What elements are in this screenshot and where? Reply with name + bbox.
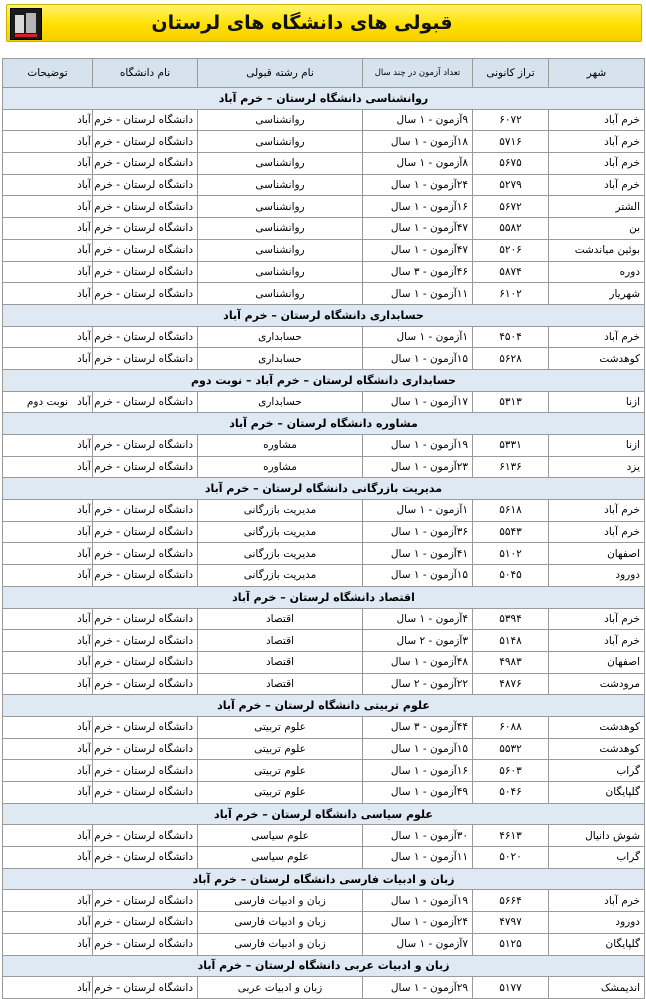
score-cell: ۵۶۰۳ (473, 760, 549, 782)
table-row (3, 153, 645, 175)
table-row (3, 565, 645, 587)
score-cell: ۴۷۹۷ (473, 912, 549, 934)
score-cell: ۶۰۷۲ (473, 109, 549, 131)
university-cell: دانشگاه لرستان - خرم آباد (93, 196, 198, 218)
major-cell: روانشناسی (198, 196, 363, 218)
city-cell: خرم آباد (549, 500, 645, 522)
exam-count-cell: ۱۵آزمون - ۱ سال (363, 738, 473, 760)
score-cell: ۵۷۱۶ (473, 131, 549, 153)
exam-count-cell: ۴۷آزمون - ۱ سال (363, 239, 473, 261)
exam-count-cell: ۸آزمون - ۱ سال (363, 153, 473, 175)
table-row (3, 196, 645, 218)
section-title: علوم سیاسی دانشگاه لرستان – خرم آباد (3, 803, 645, 825)
major-cell: علوم تربیتی (198, 760, 363, 782)
major-cell: اقتصاد (198, 608, 363, 630)
city-cell: گراب (549, 760, 645, 782)
exam-count-cell: ۱آزمون - ۱ سال (363, 326, 473, 348)
city-cell: خرم آباد (549, 521, 645, 543)
major-cell: حسابداری (198, 348, 363, 370)
major-cell: مدیریت بازرگانی (198, 543, 363, 565)
table-row (3, 456, 645, 478)
table-row (3, 760, 645, 782)
city-cell: کوهدشت (549, 348, 645, 370)
column-header-score: تراز کانونی (473, 59, 549, 88)
exam-count-cell: ۱۵آزمون - ۱ سال (363, 348, 473, 370)
section-header-row (3, 955, 645, 977)
score-cell: ۵۰۴۶ (473, 782, 549, 804)
city-cell: بن (549, 218, 645, 240)
section-header-row (3, 803, 645, 825)
city-cell: خرم آباد (549, 630, 645, 652)
university-cell: دانشگاه لرستان - خرم آباد (93, 153, 198, 175)
city-cell: خرم آباد (549, 131, 645, 153)
score-cell: ۵۶۲۸ (473, 348, 549, 370)
city-cell: خرم آباد (549, 109, 645, 131)
column-header-notes: توضیحات (3, 59, 93, 88)
score-cell: ۶۰۸۸ (473, 716, 549, 738)
exam-count-cell: ۲۳آزمون - ۱ سال (363, 456, 473, 478)
university-cell: دانشگاه لرستان - خرم آباد (93, 521, 198, 543)
city-cell: خرم آباد (549, 326, 645, 348)
table-row (3, 847, 645, 869)
exam-count-cell: ۱۶آزمون - ۱ سال (363, 760, 473, 782)
university-cell: دانشگاه لرستان - خرم آباد (93, 218, 198, 240)
university-cell: دانشگاه لرستان - خرم آباد (93, 500, 198, 522)
major-cell: زبان و ادبیات عربی (198, 977, 363, 999)
major-cell: زبان و ادبیات فارسی (198, 912, 363, 934)
site-logo (10, 8, 42, 40)
score-cell: ۵۱۲۵ (473, 933, 549, 955)
admissions-table (2, 58, 645, 999)
notes-cell: نوبت دوم (3, 391, 93, 413)
table-row (3, 261, 645, 283)
section-title: علوم تربیتی دانشگاه لرستان – خرم آباد (3, 695, 645, 717)
university-cell: دانشگاه لرستان - خرم آباد (93, 847, 198, 869)
score-cell: ۶۱۰۲ (473, 283, 549, 305)
exam-count-cell: ۱۹آزمون - ۱ سال (363, 890, 473, 912)
major-cell: روانشناسی (198, 109, 363, 131)
university-cell: دانشگاه لرستان - خرم آباد (93, 239, 198, 261)
city-cell: دورود (549, 912, 645, 934)
university-cell: دانشگاه لرستان - خرم آباد (93, 348, 198, 370)
table-row (3, 131, 645, 153)
city-cell: ازنا (549, 435, 645, 457)
exam-count-cell: ۲۴آزمون - ۱ سال (363, 174, 473, 196)
exam-count-cell: ۱۱آزمون - ۱ سال (363, 847, 473, 869)
exam-count-cell: ۱۱آزمون - ۱ سال (363, 283, 473, 305)
exam-count-cell: ۱آزمون - ۱ سال (363, 500, 473, 522)
score-cell: ۵۱۷۷ (473, 977, 549, 999)
university-cell: دانشگاه لرستان - خرم آباد (93, 391, 198, 413)
section-title: زبان و ادبیات عربی دانشگاه لرستان – خرم آباد (3, 955, 645, 977)
exam-count-cell: ۳۶آزمون - ۱ سال (363, 521, 473, 543)
table-row (3, 348, 645, 370)
score-cell: ۶۱۳۶ (473, 456, 549, 478)
exam-count-cell: ۴۸آزمون - ۱ سال (363, 651, 473, 673)
score-cell: ۵۸۷۴ (473, 261, 549, 283)
score-cell: ۴۵۰۴ (473, 326, 549, 348)
major-cell: مدیریت بازرگانی (198, 521, 363, 543)
university-cell: دانشگاه لرستان - خرم آباد (93, 608, 198, 630)
city-cell: خرم آباد (549, 890, 645, 912)
major-cell: علوم سیاسی (198, 847, 363, 869)
table-row (3, 391, 645, 413)
major-cell: حسابداری (198, 326, 363, 348)
table-row (3, 782, 645, 804)
score-cell: ۵۳۱۳ (473, 391, 549, 413)
major-cell: علوم تربیتی (198, 716, 363, 738)
table-row (3, 109, 645, 131)
table-header-row (3, 59, 645, 88)
university-cell: دانشگاه لرستان - خرم آباد (93, 673, 198, 695)
major-cell: علوم تربیتی (198, 782, 363, 804)
section-title: مشاوره دانشگاه لرستان – خرم آباد (3, 413, 645, 435)
section-title: روانشناسی دانشگاه لرستان – خرم آباد (3, 88, 645, 110)
major-cell: علوم سیاسی (198, 825, 363, 847)
score-cell: ۵۳۹۴ (473, 608, 549, 630)
city-cell: گلپایگان (549, 782, 645, 804)
exam-count-cell: ۲۹آزمون - ۱ سال (363, 977, 473, 999)
table-row (3, 435, 645, 457)
major-cell: مشاوره (198, 456, 363, 478)
section-title: اقتصاد دانشگاه لرستان – خرم آباد (3, 586, 645, 608)
university-cell: دانشگاه لرستان - خرم آباد (93, 326, 198, 348)
section-header-row (3, 478, 645, 500)
score-cell: ۴۶۱۳ (473, 825, 549, 847)
major-cell: مدیریت بازرگانی (198, 565, 363, 587)
major-cell: روانشناسی (198, 174, 363, 196)
university-cell: دانشگاه لرستان - خرم آباد (93, 651, 198, 673)
exam-count-cell: ۴۱آزمون - ۱ سال (363, 543, 473, 565)
university-cell: دانشگاه لرستان - خرم آباد (93, 738, 198, 760)
exam-count-cell: ۹آزمون - ۱ سال (363, 109, 473, 131)
major-cell: مدیریت بازرگانی (198, 500, 363, 522)
score-cell: ۵۵۸۲ (473, 218, 549, 240)
table-row (3, 500, 645, 522)
university-cell: دانشگاه لرستان - خرم آباد (93, 131, 198, 153)
exam-count-cell: ۴۴آزمون - ۳ سال (363, 716, 473, 738)
table-row (3, 716, 645, 738)
major-cell: مشاوره (198, 435, 363, 457)
table-row (3, 651, 645, 673)
university-cell: دانشگاه لرستان - خرم آباد (93, 283, 198, 305)
score-cell: ۵۱۴۸ (473, 630, 549, 652)
score-cell: ۵۲۰۶ (473, 239, 549, 261)
university-cell: دانشگاه لرستان - خرم آباد (93, 630, 198, 652)
table-row (3, 283, 645, 305)
score-cell: ۵۵۴۳ (473, 521, 549, 543)
exam-count-cell: ۱۹آزمون - ۱ سال (363, 435, 473, 457)
university-cell: دانشگاه لرستان - خرم آباد (93, 890, 198, 912)
score-cell: ۴۹۸۳ (473, 651, 549, 673)
city-cell: خرم آباد (549, 153, 645, 175)
exam-count-cell: ۱۸آزمون - ۱ سال (363, 131, 473, 153)
title-banner (0, 0, 646, 46)
table-row (3, 673, 645, 695)
exam-count-cell: ۱۷آزمون - ۱ سال (363, 391, 473, 413)
section-header-row (3, 369, 645, 391)
city-cell: گلپایگان (549, 933, 645, 955)
exam-count-cell: ۴۶آزمون - ۳ سال (363, 261, 473, 283)
university-cell: دانشگاه لرستان - خرم آباد (93, 933, 198, 955)
table-row (3, 239, 645, 261)
title-bar (6, 4, 642, 42)
university-cell: دانشگاه لرستان - خرم آباد (93, 716, 198, 738)
table-row (3, 738, 645, 760)
score-cell: ۵۶۷۲ (473, 196, 549, 218)
column-header-university: نام دانشگاه (93, 59, 198, 88)
exam-count-cell: ۴۷آزمون - ۱ سال (363, 218, 473, 240)
section-title: مدیریت بازرگانی دانشگاه لرستان – خرم آباد (3, 478, 645, 500)
university-cell: دانشگاه لرستان - خرم آباد (93, 760, 198, 782)
university-cell: دانشگاه لرستان - خرم آباد (93, 435, 198, 457)
university-cell: دانشگاه لرستان - خرم آباد (93, 782, 198, 804)
city-cell: ازنا (549, 391, 645, 413)
exam-count-cell: ۷آزمون - ۱ سال (363, 933, 473, 955)
exam-count-cell: ۱۶آزمون - ۱ سال (363, 196, 473, 218)
section-header-row (3, 695, 645, 717)
university-cell: دانشگاه لرستان - خرم آباد (93, 109, 198, 131)
major-cell: روانشناسی (198, 261, 363, 283)
exam-count-cell: ۱۵آزمون - ۱ سال (363, 565, 473, 587)
exam-count-cell: ۲۴آزمون - ۱ سال (363, 912, 473, 934)
score-cell: ۵۳۳۱ (473, 435, 549, 457)
city-cell: اصفهان (549, 651, 645, 673)
score-cell: ۵۶۶۴ (473, 890, 549, 912)
score-cell: ۵۶۷۵ (473, 153, 549, 175)
table-row (3, 630, 645, 652)
score-cell: ۵۶۱۸ (473, 500, 549, 522)
city-cell: دوره (549, 261, 645, 283)
table-row (3, 543, 645, 565)
section-header-row (3, 868, 645, 890)
column-header-rank: تعداد آزمون در چند سال (363, 59, 473, 88)
section-title: حسابداری دانشگاه لرستان – خرم آباد – نوبت دوم (3, 369, 645, 391)
major-cell: اقتصاد (198, 673, 363, 695)
university-cell: دانشگاه لرستان - خرم آباد (93, 912, 198, 934)
table-row (3, 608, 645, 630)
major-cell: اقتصاد (198, 630, 363, 652)
city-cell: کوهدشت (549, 716, 645, 738)
major-cell: روانشناسی (198, 131, 363, 153)
university-cell: دانشگاه لرستان - خرم آباد (93, 543, 198, 565)
university-cell: دانشگاه لرستان - خرم آباد (93, 456, 198, 478)
city-cell: خرم آباد (549, 608, 645, 630)
city-cell: کوهدشت (549, 738, 645, 760)
section-header-row (3, 88, 645, 110)
city-cell: مرودشت (549, 673, 645, 695)
score-cell: ۵۵۳۲ (473, 738, 549, 760)
major-cell: روانشناسی (198, 283, 363, 305)
university-cell: دانشگاه لرستان - خرم آباد (93, 261, 198, 283)
major-cell: علوم تربیتی (198, 738, 363, 760)
exam-count-cell: ۴آزمون - ۱ سال (363, 608, 473, 630)
score-cell: ۴۸۷۶ (473, 673, 549, 695)
column-header-city: شهر (549, 59, 645, 88)
city-cell: الشتر (549, 196, 645, 218)
column-header-major: نام رشته قبولی (198, 59, 363, 88)
university-cell: دانشگاه لرستان - خرم آباد (93, 565, 198, 587)
table-body (3, 88, 645, 999)
section-header-row (3, 586, 645, 608)
table-row (3, 521, 645, 543)
city-cell: خرم آباد (549, 174, 645, 196)
university-cell: دانشگاه لرستان - خرم آباد (93, 825, 198, 847)
city-cell: شوش دانیال (549, 825, 645, 847)
exam-count-cell: ۴۹آزمون - ۱ سال (363, 782, 473, 804)
table-row (3, 326, 645, 348)
exam-count-cell: ۲۲آزمون - ۲ سال (363, 673, 473, 695)
table-row (3, 977, 645, 999)
city-cell: اندیمشک (549, 977, 645, 999)
major-cell: روانشناسی (198, 239, 363, 261)
table-row (3, 218, 645, 240)
university-cell: دانشگاه لرستان - خرم آباد (93, 977, 198, 999)
major-cell: اقتصاد (198, 651, 363, 673)
section-title: زبان و ادبیات فارسی دانشگاه لرستان – خرم آباد (3, 868, 645, 890)
table-row (3, 933, 645, 955)
city-cell: دورود (549, 565, 645, 587)
major-cell: روانشناسی (198, 218, 363, 240)
city-cell: گراب (549, 847, 645, 869)
major-cell: زبان و ادبیات فارسی (198, 890, 363, 912)
section-header-row (3, 304, 645, 326)
score-cell: ۵۲۷۹ (473, 174, 549, 196)
major-cell: زبان و ادبیات فارسی (198, 933, 363, 955)
major-cell: حسابداری (198, 391, 363, 413)
major-cell: روانشناسی (198, 153, 363, 175)
section-header-row (3, 413, 645, 435)
table-row (3, 890, 645, 912)
city-cell: شهریار (549, 283, 645, 305)
city-cell: بوئین میاندشت (549, 239, 645, 261)
exam-count-cell: ۳آزمون - ۲ سال (363, 630, 473, 652)
city-cell: یزد (549, 456, 645, 478)
city-cell: اصفهان (549, 543, 645, 565)
score-cell: ۵۱۰۲ (473, 543, 549, 565)
score-cell: ۵۰۴۵ (473, 565, 549, 587)
university-cell: دانشگاه لرستان - خرم آباد (93, 174, 198, 196)
section-title: حسابداری دانشگاه لرستان – خرم آباد (3, 304, 645, 326)
table-row (3, 174, 645, 196)
score-cell: ۵۰۲۰ (473, 847, 549, 869)
exam-count-cell: ۳۰آزمون - ۱ سال (363, 825, 473, 847)
table-row (3, 825, 645, 847)
page-title: قبولی های دانشگاه های لرستان (151, 12, 453, 34)
table-row (3, 912, 645, 934)
